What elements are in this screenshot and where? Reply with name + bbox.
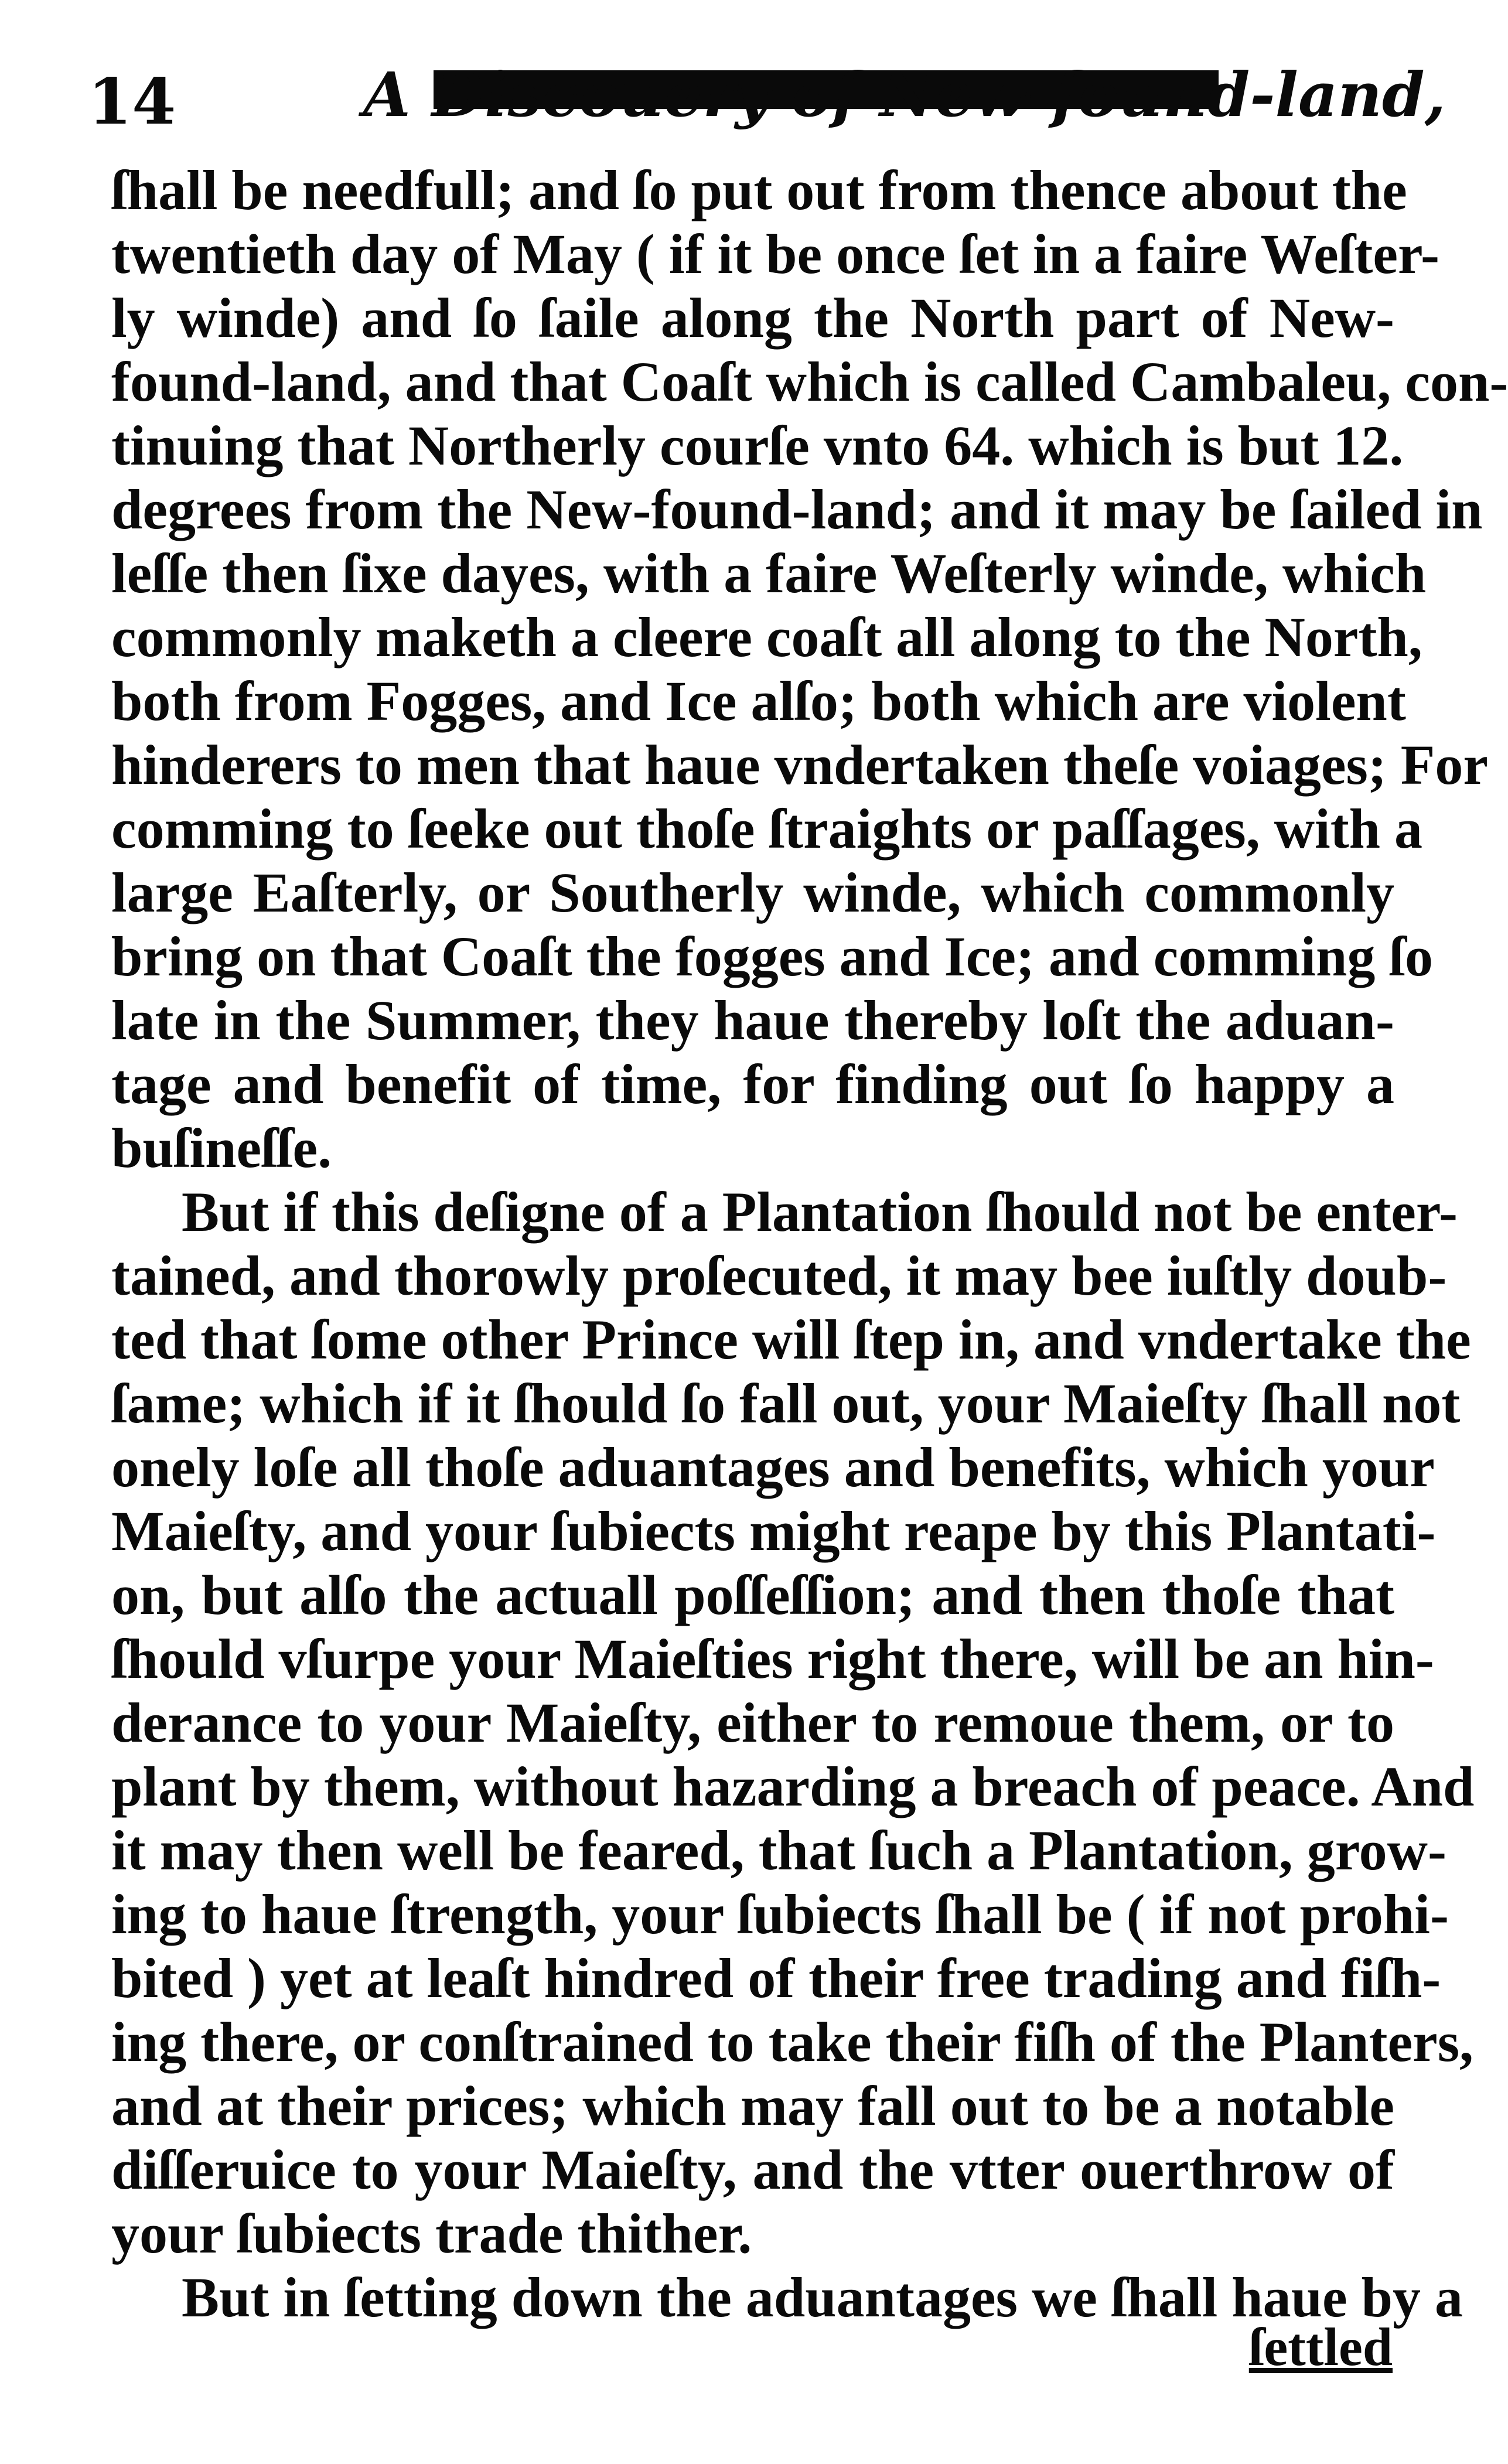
text-line: found-land, and that Coaſt which is called Cambaleu, con- (111, 350, 1508, 413)
text-line: But in ſetting down the aduantages we ſhall haue by a (182, 2266, 1463, 2329)
text-line: large Eaſterly, or Southerly winde, which commonly (111, 861, 1394, 924)
text-line: on, but alſo the actuall poſſeſſion; and then thoſe that (111, 1564, 1394, 1626)
text-line: tained, and thorowly proſecuted, it may bee iuſtly doub- (111, 1244, 1447, 1307)
text-line: degrees from the New-found-land; and it may be ſailed in (111, 478, 1483, 541)
text-line: derance to your Maieſty, either to remoue them, or to (111, 1691, 1394, 1754)
text-line: ly winde) and ſo ſaile along the North part of New- (111, 286, 1394, 349)
paragraph (111, 1180, 1475, 2265)
text-line: leſſe then ſixe dayes, with a faire Weſterly winde, which (111, 542, 1427, 605)
paragraph (111, 158, 1508, 1180)
text-line: ſhall be needfull; and ſo put out from thence about the (111, 159, 1407, 221)
text-line: onely loſe all thoſe aduantages and benefits, which your (111, 1436, 1435, 1499)
text-line: diſſeruice to your Maieſty, and the vtter ouerthrow of (111, 2138, 1394, 2201)
running-head-text: A Discouery of New-found-land, (363, 59, 1446, 131)
text-line: buſineſſe. (111, 1117, 332, 1179)
text-line: plant by them, without hazarding a breach of peace. And (111, 1755, 1475, 1818)
text-line: But if this deſigne of a Plantation ſhould not be enter- (182, 1180, 1458, 1243)
page-header (88, 59, 1446, 158)
text-line: hinderers to men that haue vndertaken theſe voiages; For (111, 733, 1489, 796)
text-line: tage and benefit of time, for finding out ſo happy a (111, 1053, 1394, 1115)
text-line: commonly maketh a cleere coaſt all along to the North, (111, 606, 1422, 668)
text-line: late in the Summer, they haue thereby loſt the aduan- (111, 989, 1394, 1052)
body-text (111, 158, 1508, 2329)
running-head (363, 59, 1446, 135)
text-line: ſame; which if it ſhould ſo fall out, your Maieſty ſhall not (111, 1372, 1461, 1435)
paragraph (111, 2265, 1463, 2329)
text-line: ſhould vſurpe your Maieſties right there, will be an hin- (111, 1627, 1434, 1690)
text-line: ing to haue ſtrength, your ſubiects ſhall be ( if not prohi- (111, 1883, 1449, 1946)
text-line: Maieſty, and your ſubiects might reape by this Plantati- (111, 1500, 1436, 1562)
text-line: ing there, or conſtrained to take their fiſh of the Planters, (111, 2011, 1474, 2073)
text-line: it may then well be feared, that ſuch a Plantation, grow- (111, 1819, 1446, 1882)
text-line: tinuing that Northerly courſe vnto 64. which is but 12. (111, 414, 1404, 477)
text-line: bited ) yet at leaſt hindred of their free trading and fiſh- (111, 1947, 1441, 2009)
text-line: your ſubiects trade thither. (111, 2202, 752, 2265)
page-number: 14 (88, 65, 176, 139)
text-line: bring on that Coaſt the fogges and Ice; and comming ſo (111, 925, 1434, 988)
text-line: ted that ſome other Prince will ſtep in, and vndertake the (111, 1308, 1471, 1371)
text-line: twentieth day of May ( if it be once ſet in a faire Weſter- (111, 223, 1440, 285)
text-line: both from Fogges, and Ice alſo; both which are violent (111, 670, 1406, 732)
catchword: ſettled (1248, 2317, 1393, 2377)
text-line: and at their prices; which may fall out to be a notable (111, 2074, 1394, 2137)
text-line: comming to ſeeke out thoſe ſtraights or paſſages, with a (111, 797, 1423, 860)
